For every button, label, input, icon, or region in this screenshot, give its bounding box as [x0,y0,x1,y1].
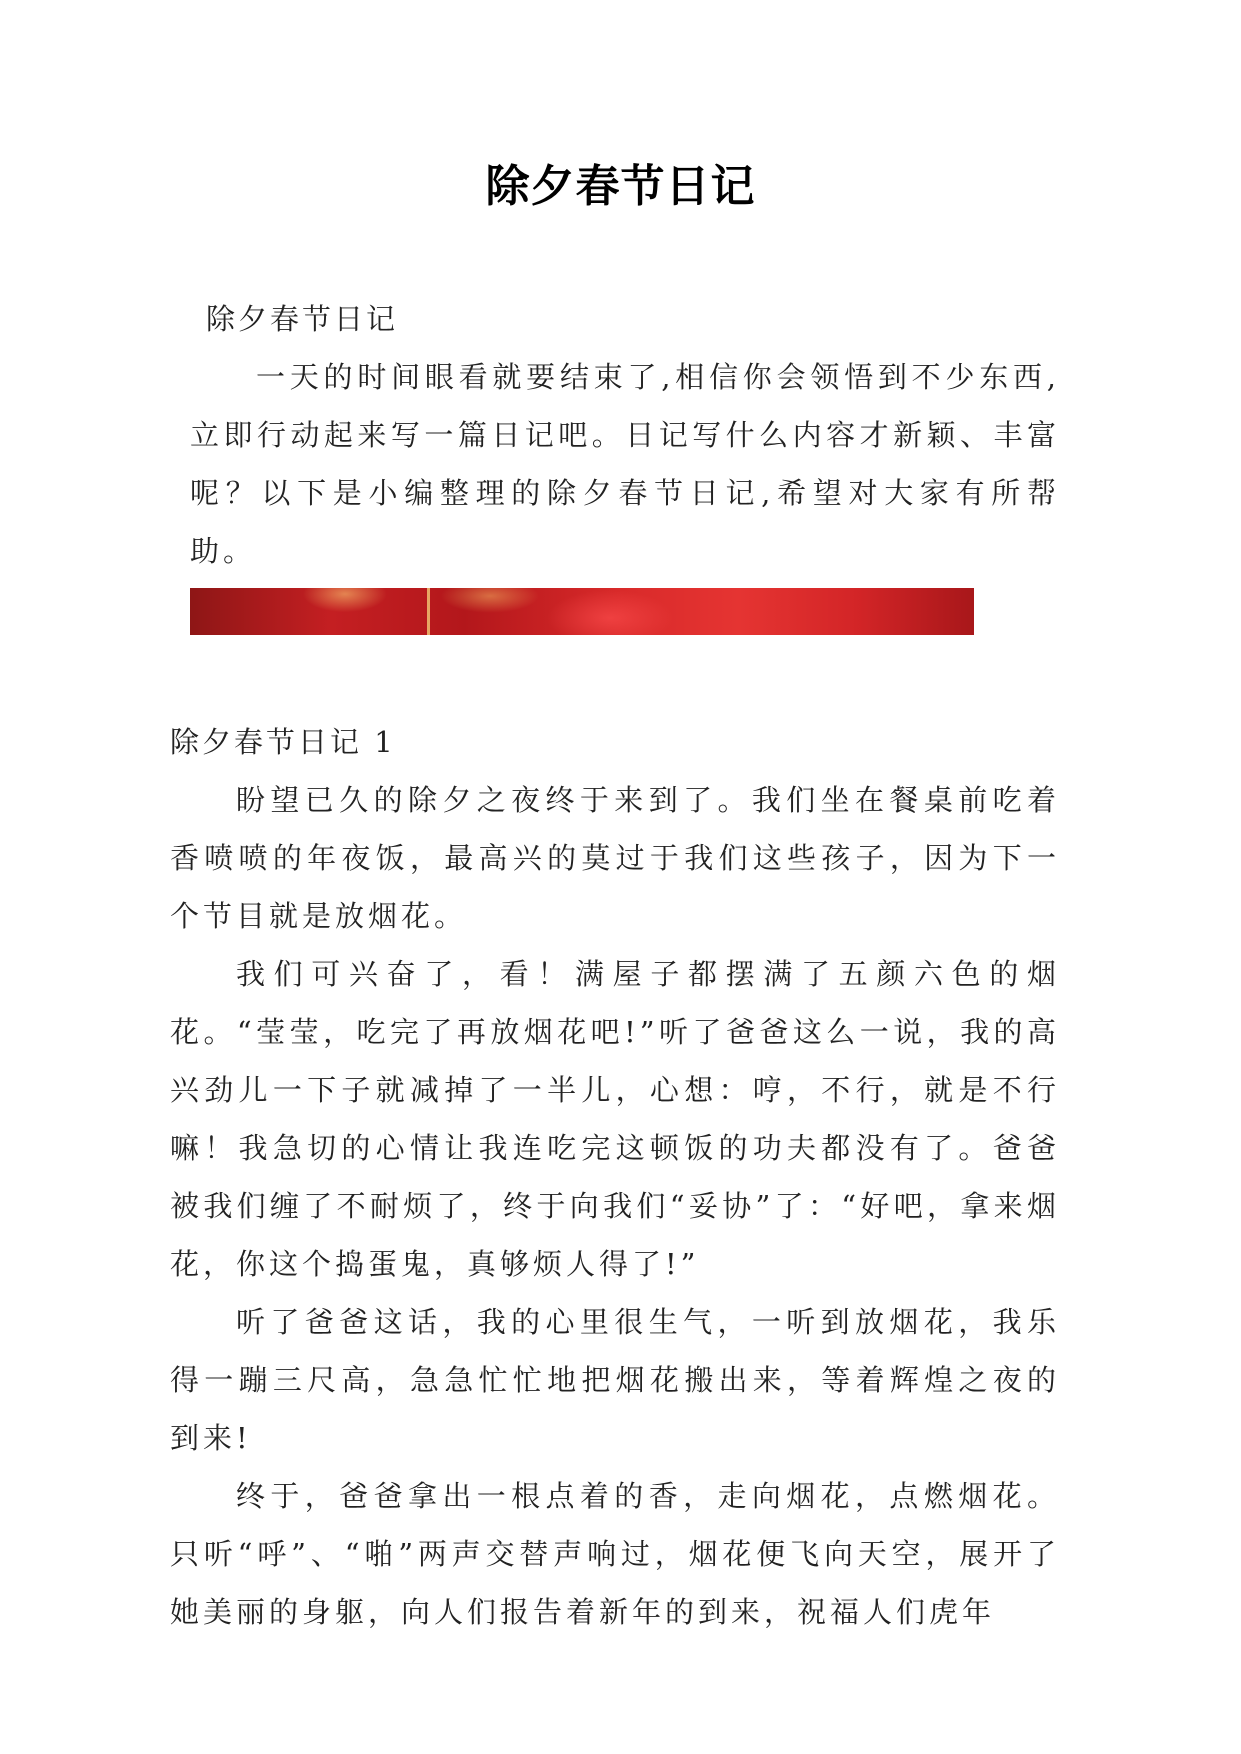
section-paragraph: 盼望已久的除夕之夜终于来到了。我们坐在餐桌前吃着香喷喷的年夜饭，最高兴的莫过于我们这些孩子，因为下一个节目就是放烟花。 [170,783,1060,933]
section-paragraph: 听了爸爸这话，我的心里很生气，一听到放烟花，我乐得一蹦三尺高，急急忙忙地把烟花搬出来，等着辉煌之夜的到来! [170,1305,1060,1455]
festive-banner-image [190,588,974,635]
section-paragraph: 终于，爸爸拿出一根点着的香，走向烟花，点燃烟花。只听“呼”、“啪”两声交替声响过，烟花便飞向天空，展开了她美丽的身躯，向人们报告着新年的到来，祝福人们虎年 [170,1479,1060,1629]
document-body [170,290,1060,1641]
intro-paragraph: 一天的时间眼看就要结束了,相信你会领悟到不少东西,立即行动起来写一篇日记吧。日记写什么内容才新颖、丰富呢？以下是小编整理的除夕春节日记,希望对大家有所帮助。 [190,360,1060,568]
section-paragraph: 我们可兴奋了，看！满屋子都摆满了五颜六色的烟花。“莹莹，吃完了再放烟花吧!”听了爸爸这么一说，我的高兴劲儿一下子就减掉了一半儿，心想：哼，不行，就是不行嘛！我急切的心情让我连吃完这顿饭的功夫都没有了。爸爸被我们缠了不耐烦了，终于向我们“妥协”了：“好吧，拿来烟花，你这个捣蛋鬼，真够烦人得了!” [170,957,1060,1281]
section-heading: 除夕春节日记 1 [170,725,396,759]
document-title: 除夕春节日记 [485,161,756,212]
lantern-string [427,588,430,635]
intro-heading: 除夕春节日记 [206,302,399,336]
